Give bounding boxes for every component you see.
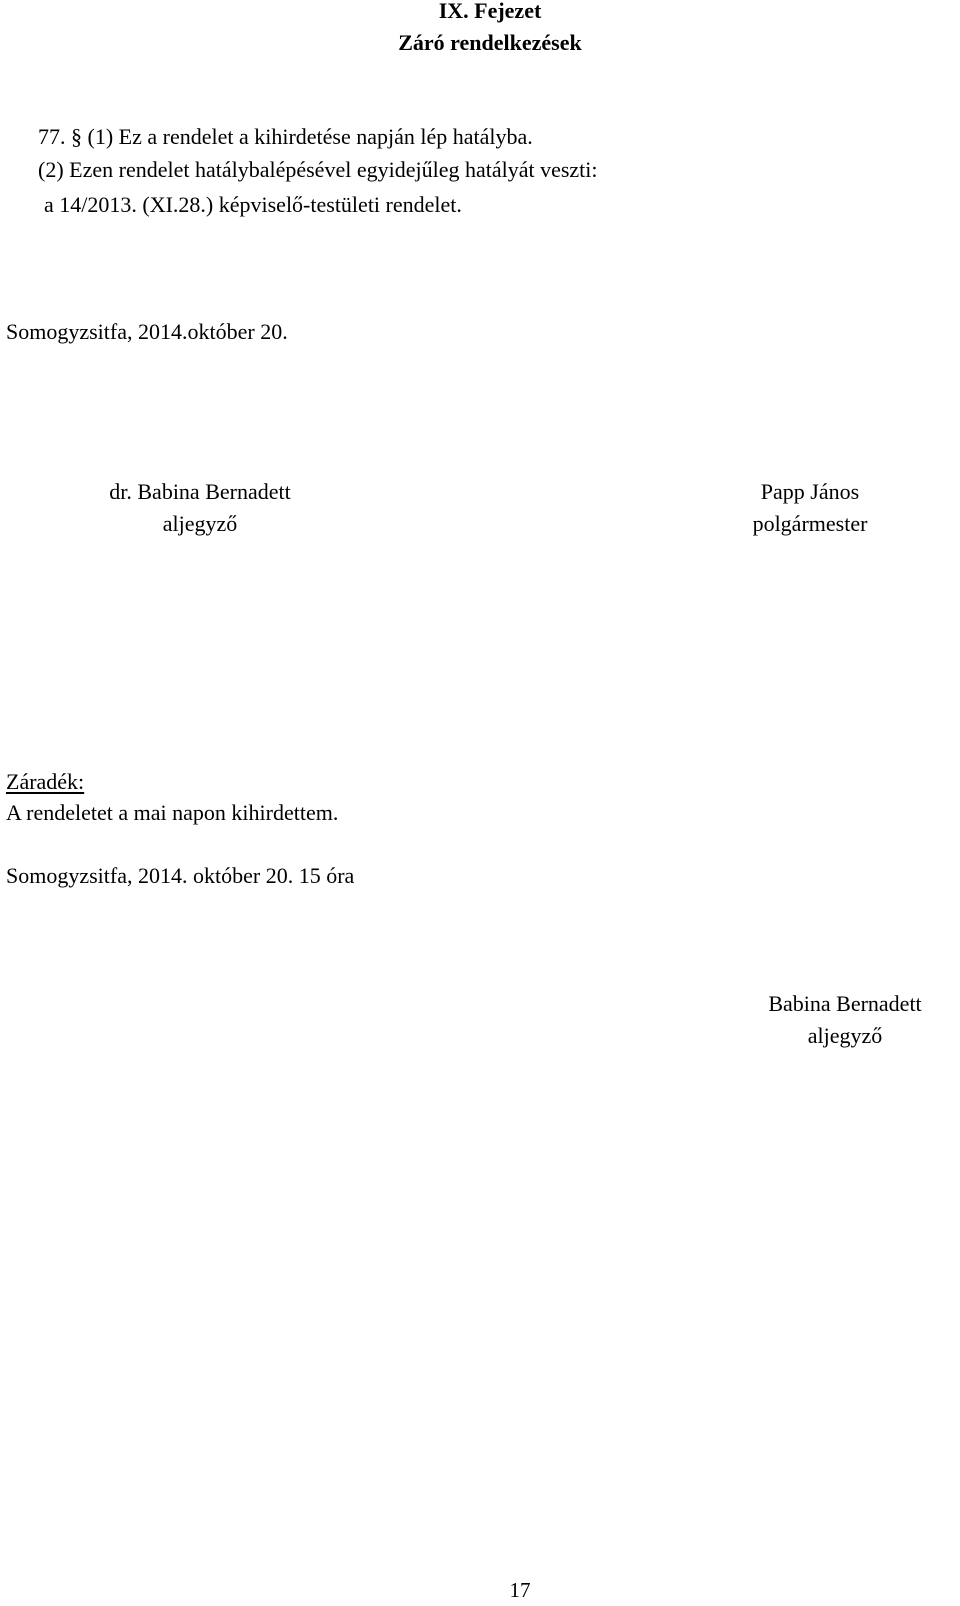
clause-text: A rendeletet a mai napon kihirdettem. bbox=[6, 800, 339, 825]
signatory-role: polgármester bbox=[752, 511, 868, 536]
chapter-number: IX. Fejezet bbox=[438, 0, 542, 23]
signature-block-notary bbox=[50, 476, 350, 540]
signature-block-clause bbox=[740, 988, 950, 1052]
signatory-name: Babina Bernadett bbox=[768, 991, 922, 1016]
repealed-regulation-item: a 14/2013. (XI.28.) képviselő-testületi rendelet. bbox=[44, 192, 462, 217]
signature-block-mayor bbox=[660, 476, 960, 540]
signatory-role: aljegyző bbox=[807, 1023, 883, 1048]
clause-place-and-date: Somogyzsitfa, 2014. október 20. 15 óra bbox=[6, 863, 355, 888]
place-and-date: Somogyzsitfa, 2014.október 20. bbox=[6, 319, 288, 344]
signatory-role: aljegyző bbox=[162, 511, 238, 536]
paragraph-section-77-1: 77. § (1) Ez a rendelet a kihirdetése napján lép hatályba. bbox=[38, 124, 533, 149]
signatory-name: Papp János bbox=[760, 479, 860, 504]
page-number: 17 bbox=[509, 1578, 531, 1602]
paragraph-section-77-2: (2) Ezen rendelet hatálybalépésével egyidejűleg hatályát veszti: bbox=[38, 157, 598, 182]
signatory-name: dr. Babina Bernadett bbox=[109, 479, 291, 504]
clause-title: Záradék: bbox=[6, 769, 85, 794]
chapter-title: Záró rendelkezések bbox=[398, 30, 582, 55]
